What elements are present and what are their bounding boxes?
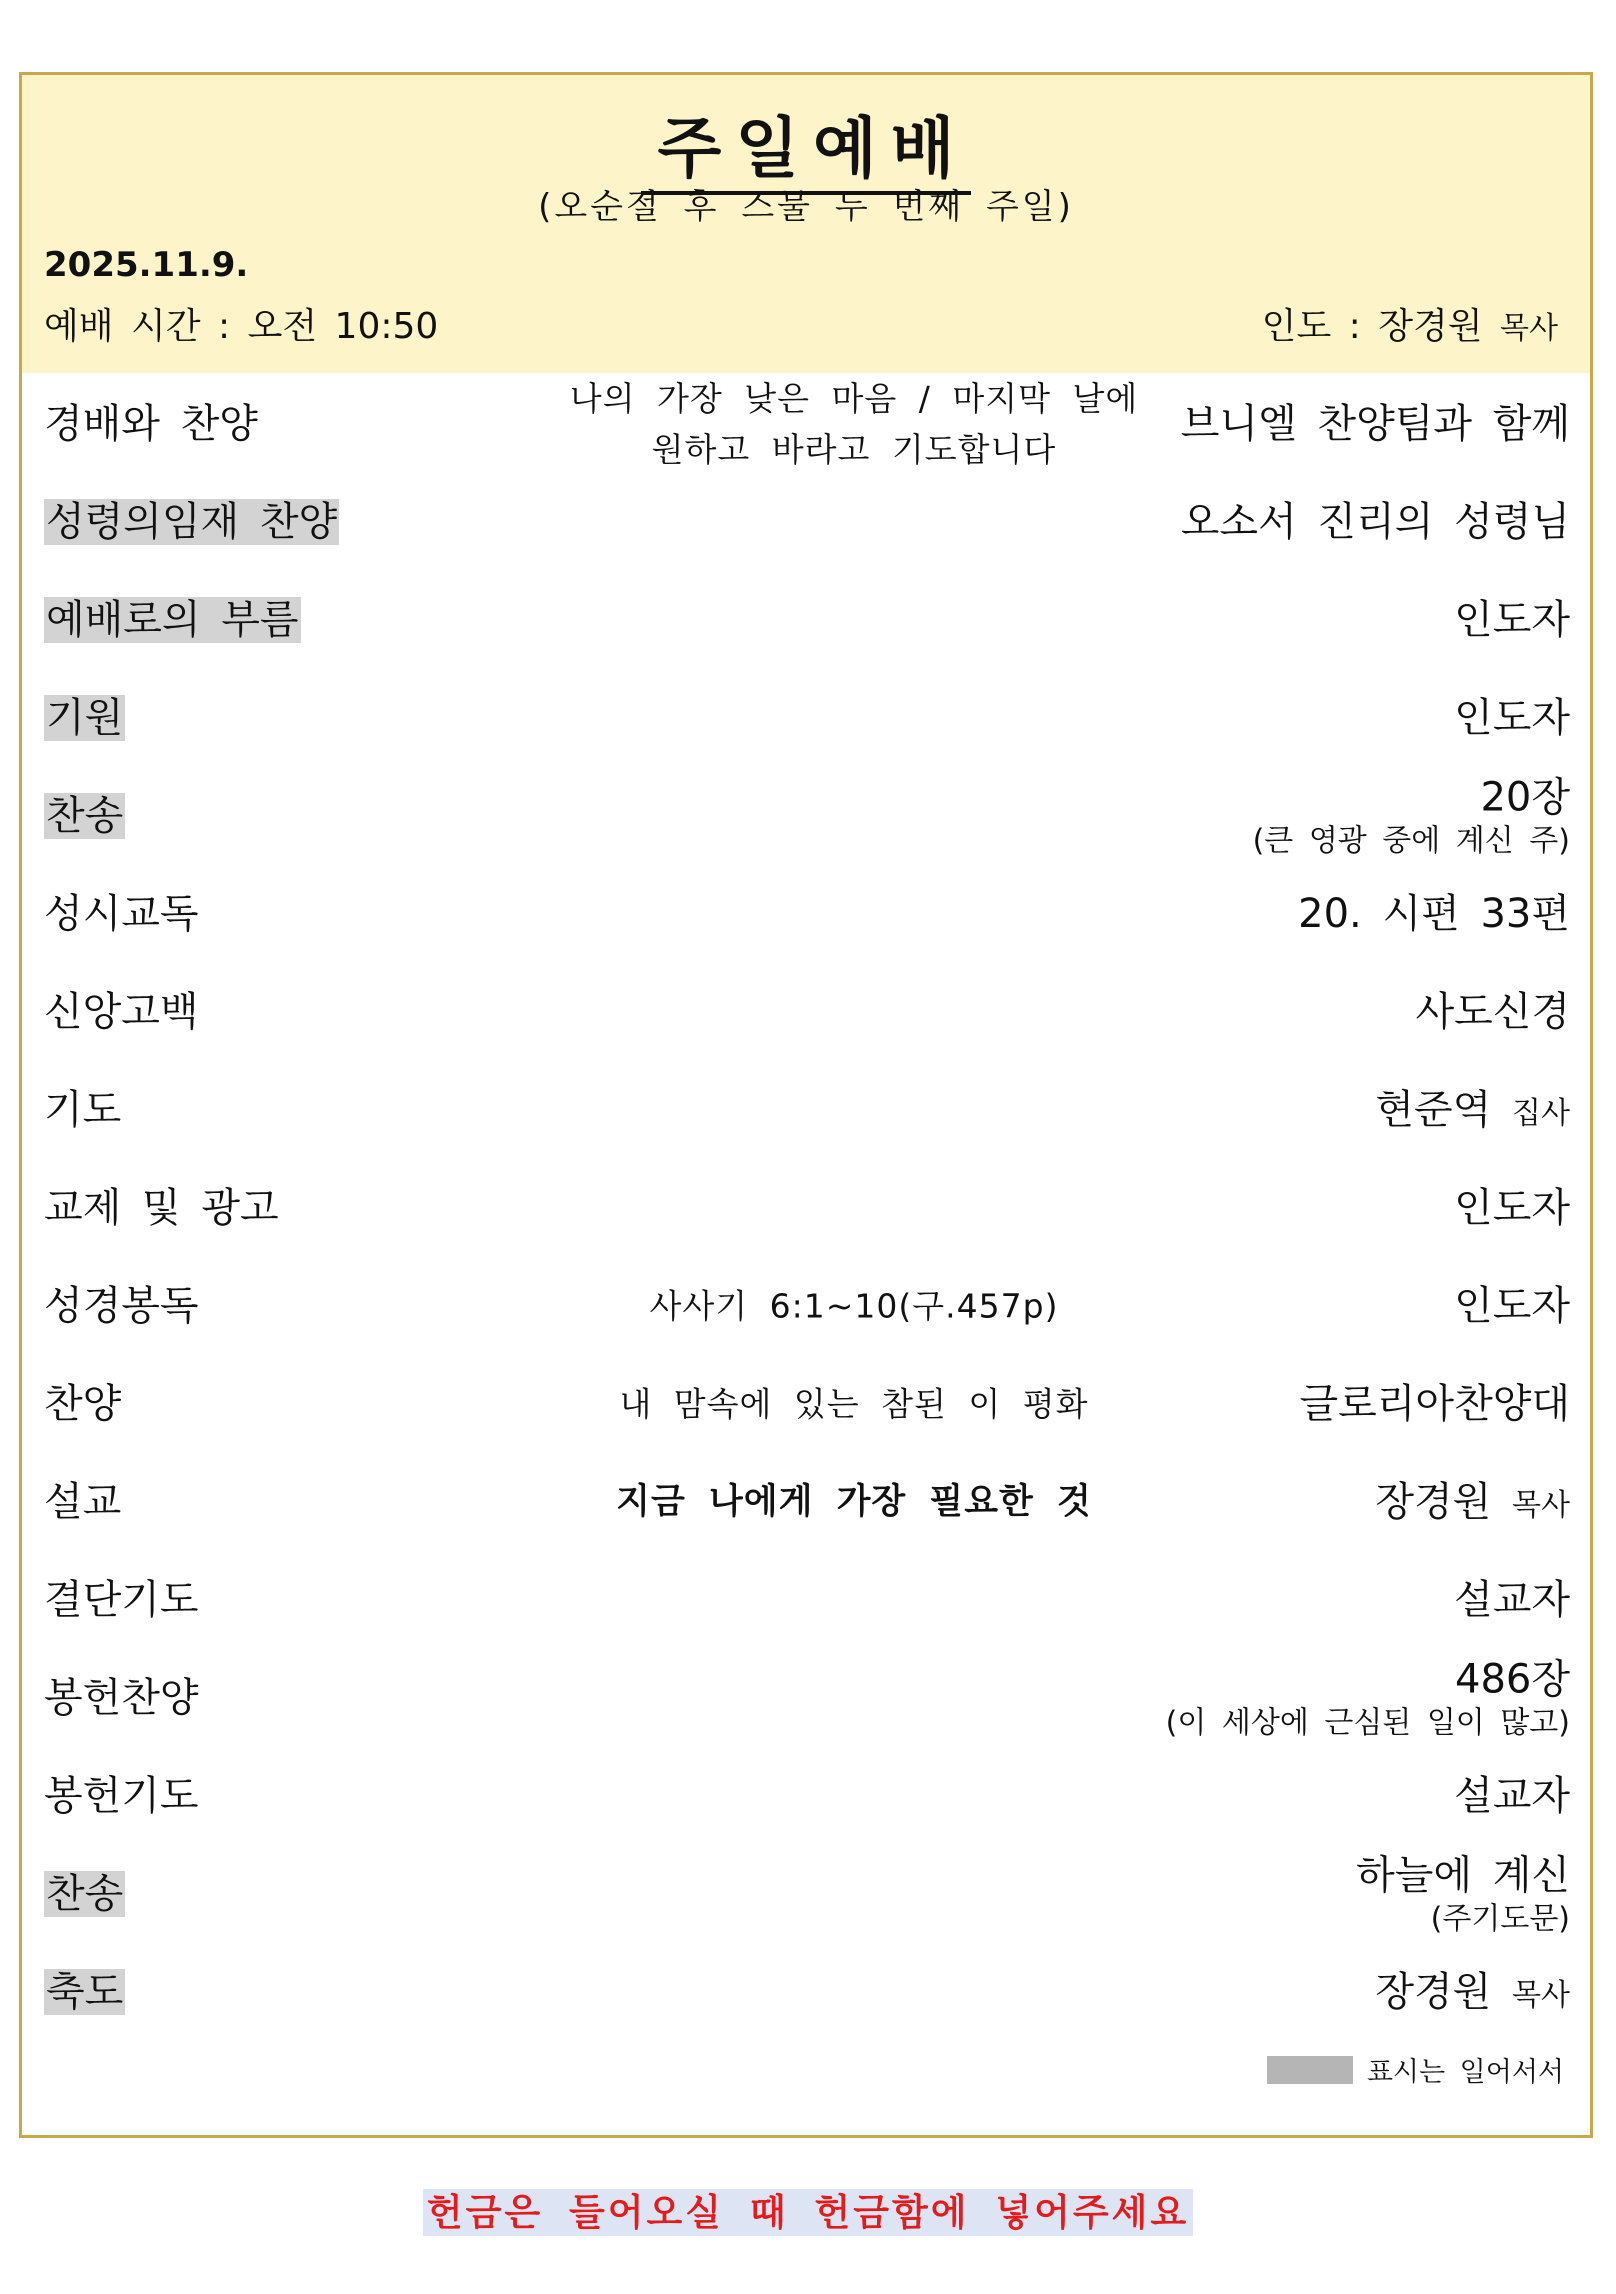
order-item-leader	[1300, 1379, 1570, 1429]
order-item-name: 성시교독	[44, 891, 199, 937]
order-row	[44, 1355, 1570, 1453]
order-item-leader-name: 브니엘 찬양팀과 함께	[1180, 401, 1570, 447]
order-item-leader-name: 설교자	[1454, 1773, 1570, 1819]
order-item-leader-name: 현준역	[1375, 1087, 1492, 1133]
order-item-detail-line: 내 맘속에 있는 참된 이 평화	[619, 1384, 1089, 1424]
order-item-leader	[1375, 1967, 1570, 2017]
order-item-detail-line: 원하고 바라고 기도합니다	[651, 430, 1057, 469]
order-row	[44, 375, 1570, 473]
order-item-leader-name: 설교자	[1454, 1577, 1570, 1623]
order-row	[44, 1453, 1570, 1551]
order-item-detail-line: 나의 가장 낮은 마음 / 마지막 날에	[569, 378, 1139, 418]
order-item-leader	[1454, 1575, 1570, 1625]
order-item-name: 찬송	[46, 1871, 124, 1917]
order-item-leader	[1181, 399, 1570, 449]
order-item-name: 찬송	[46, 793, 124, 839]
order-item-leader	[1415, 987, 1570, 1037]
order-item-detail	[534, 1378, 1174, 1429]
order-item-leader-title: 집사	[1512, 1096, 1570, 1131]
order-row	[44, 1551, 1570, 1649]
order-row	[44, 473, 1570, 571]
page-title: 주일예배	[22, 95, 1590, 190]
order-item-leader	[1375, 1477, 1570, 1527]
order-item-leader-name: 인도자	[1454, 1185, 1570, 1231]
order-row	[44, 767, 1570, 865]
legend-swatch	[1267, 2056, 1353, 2084]
service-date: 2025.11.9.	[44, 245, 249, 285]
order-item-leader	[1356, 1850, 1570, 1938]
order-item-leader-name: 인도자	[1454, 1283, 1570, 1329]
service-leader-title: 목사	[1500, 311, 1558, 346]
service-time: 예배 시간 : 오전 10:50	[44, 306, 439, 347]
offering-notice	[0, 2182, 1616, 2236]
order-item-name: 축도	[46, 1969, 124, 2015]
order-row	[44, 963, 1570, 1061]
order-row	[44, 669, 1570, 767]
order-item-leader-title: 목사	[1512, 1488, 1570, 1523]
order-row	[44, 1061, 1570, 1159]
order-item-leader	[1375, 1085, 1570, 1135]
order-item-leader-name: 하늘에 계신	[1356, 1852, 1570, 1899]
offering-notice-text: 헌금은 들어오실 때 헌금함에 넣어주세요	[423, 2189, 1193, 2236]
legend-text: 표시는 일어서서	[1366, 2057, 1564, 2088]
order-item-leader	[1454, 1183, 1570, 1233]
order-item-detail	[534, 1475, 1174, 1529]
service-leader	[1262, 298, 1558, 349]
order-item-name: 성령의임재 찬양	[46, 499, 338, 545]
order-item-detail-line: 사사기 6:1~10(구.457p)	[649, 1286, 1059, 1326]
order-row	[44, 1649, 1570, 1747]
order-item-leader-name: 글로리아찬양대	[1299, 1381, 1570, 1427]
legend	[1267, 2050, 1564, 2089]
order-item-name: 예배로의 부름	[46, 597, 299, 643]
bulletin-frame	[19, 72, 1593, 2138]
order-item-leader-name: 장경원	[1375, 1969, 1492, 2015]
order-row	[44, 1845, 1570, 1943]
order-item-leader-name: 장경원	[1375, 1479, 1492, 1525]
order-row	[44, 865, 1570, 963]
order-item-leader	[1253, 772, 1570, 860]
order-row	[44, 1943, 1570, 2041]
order-item-leader-name: 오소서 진리의 성령님	[1180, 499, 1570, 545]
order-item-name: 성경봉독	[44, 1283, 199, 1329]
order-item-leader	[1454, 595, 1570, 645]
order-item-leader	[1454, 693, 1570, 743]
order-item-leader-name: 20장	[1480, 774, 1570, 821]
order-item-leader-name: 486장	[1455, 1656, 1570, 1703]
order-item-leader	[1454, 1771, 1570, 1821]
order-item-name: 신앙고백	[44, 989, 199, 1035]
order-item-name: 기원	[46, 695, 124, 741]
service-leader-name: 인도 : 장경원	[1261, 306, 1483, 347]
bulletin-header	[22, 75, 1590, 373]
order-item-name: 찬양	[44, 1381, 122, 1427]
order-row	[44, 1159, 1570, 1257]
order-item-leader-name: 인도자	[1454, 597, 1570, 643]
order-item-name: 기도	[44, 1087, 122, 1133]
order-item-leader	[1454, 1281, 1570, 1331]
order-item-subtitle: (주기도문)	[1430, 1901, 1570, 1937]
order-item-leader-title: 목사	[1512, 1978, 1570, 2013]
order-item-detail	[534, 1280, 1174, 1331]
order-item-leader-name: 20. 시편 33편	[1298, 891, 1570, 937]
order-row	[44, 1257, 1570, 1355]
subtitle: (오순절 후 스물 두 번째 주일)	[538, 187, 1074, 227]
order-item-name: 설교	[44, 1479, 122, 1525]
order-item-name: 경배와 찬양	[44, 401, 258, 447]
order-item-leader	[1298, 889, 1570, 939]
order-item-name: 교제 및 광고	[44, 1185, 279, 1231]
order-item-leader	[1166, 1654, 1570, 1742]
order-item-detail-line: 지금 나에게 가장 필요한 것	[616, 1481, 1092, 1522]
order-item-leader	[1181, 497, 1570, 547]
order-row	[44, 1747, 1570, 1845]
order-item-name: 결단기도	[44, 1577, 199, 1623]
order-row	[44, 571, 1570, 669]
order-item-leader-name: 인도자	[1454, 695, 1570, 741]
order-item-subtitle: (이 세상에 근심된 일이 많고)	[1165, 1705, 1570, 1741]
order-item-leader-name: 사도신경	[1415, 989, 1570, 1035]
order-item-name: 봉헌찬양	[44, 1675, 199, 1721]
order-item-detail	[534, 373, 1174, 475]
order-item-subtitle: (큰 영광 중에 계신 주)	[1252, 823, 1570, 859]
order-item-name: 봉헌기도	[44, 1773, 199, 1819]
